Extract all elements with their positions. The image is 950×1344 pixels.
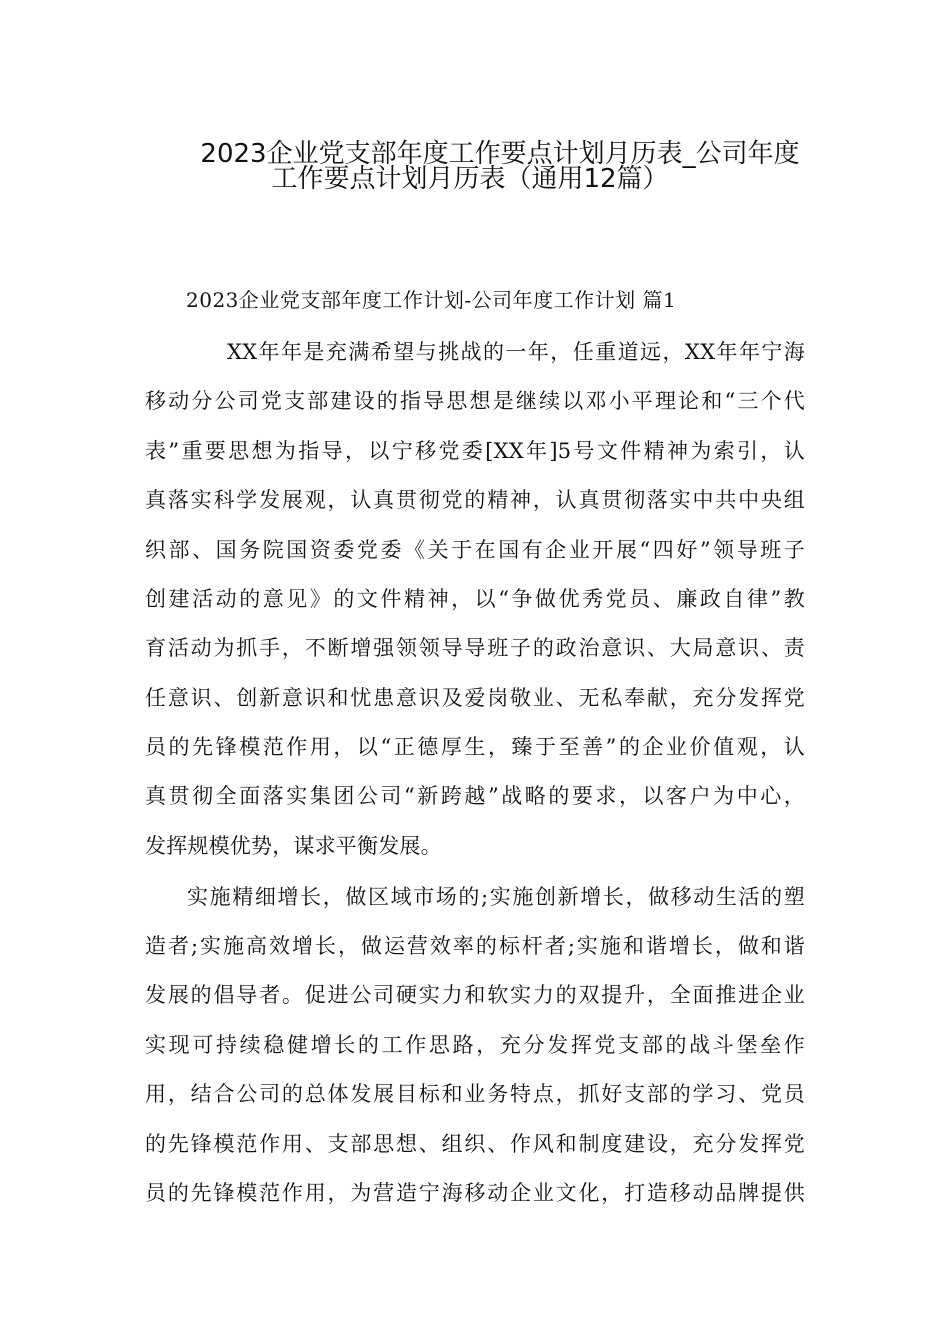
paragraph-2-line: 实施精细增长，做区域市场的;实施创新增长，做移动生活的塑 [187,885,805,909]
paragraph-2-line: 员的先锋模范作用，为营造宁海移动企业文化，打造移动品牌提供 [145,1181,805,1205]
paragraph-1-line: 真落实科学发展观，认真贯彻党的精神，认真贯彻落实中共中央组 [145,488,805,512]
paragraph-1-line: XX年年是充满希望与挑战的一年，任重道远，XX年年宁海 [227,340,805,364]
paragraph-1-line: 员的先锋模范作用，以“正德厚生，臻于至善”的企业价值观，认 [145,735,805,759]
paragraph-2-line: 造者;实施高效增长，做运营效率的标杆者;实施和谐增长，做和谐 [145,934,805,958]
paragraph-1-line: 织部、国务院国资委党委《关于在国有企业开展“四好”领导班子 [145,538,805,562]
paragraph-2-line: 发展的倡导者。促进公司硬实力和软实力的双提升，全面推进企业 [145,983,805,1007]
paragraph-2-line: 的先锋模范作用、支部思想、组织、作风和制度建设，充分发挥党 [145,1132,805,1156]
document-title-line-1: 2023企业党支部年度工作要点计划月历表_公司年度 [200,139,800,169]
paragraph-1-line: 育活动为抓手，不断增强领领导导班子的政治意识、大局意识、责 [145,636,805,660]
section-heading: 2023企业党支部年度工作计划-公司年度工作计划 篇1 [186,288,677,312]
paragraph-1-line: 发挥规模优势，谋求平衡发展。 [145,834,442,858]
paragraph-2-line: 用，结合公司的总体发展目标和业务特点，抓好支部的学习、党员 [145,1082,805,1106]
paragraph-1-line: 移动分公司党支部建设的指导思想是继续以邓小平理论和“三个代 [145,389,805,413]
document-title-line-2: 工作要点计划月历表（通用12篇） [271,164,669,194]
paragraph-1-line: 任意识、创新意识和忧患意识及爱岗敬业、无私奉献，充分发挥党 [145,686,805,710]
paragraph-1-line: 真贯彻全面落实集团公司“新跨越”战略的要求，以客户为中心， [145,784,805,808]
paragraph-1-line: 创建活动的意见》的文件精神，以“争做优秀党员、廉政自律”教 [145,587,805,611]
paragraph-1-line: 表”重要思想为指导，以宁移党委[XX年]5号文件精神为索引，认 [145,439,805,463]
paragraph-2-line: 实现可持续稳健增长的工作思路，充分发挥党支部的战斗堡垒作 [145,1033,805,1057]
